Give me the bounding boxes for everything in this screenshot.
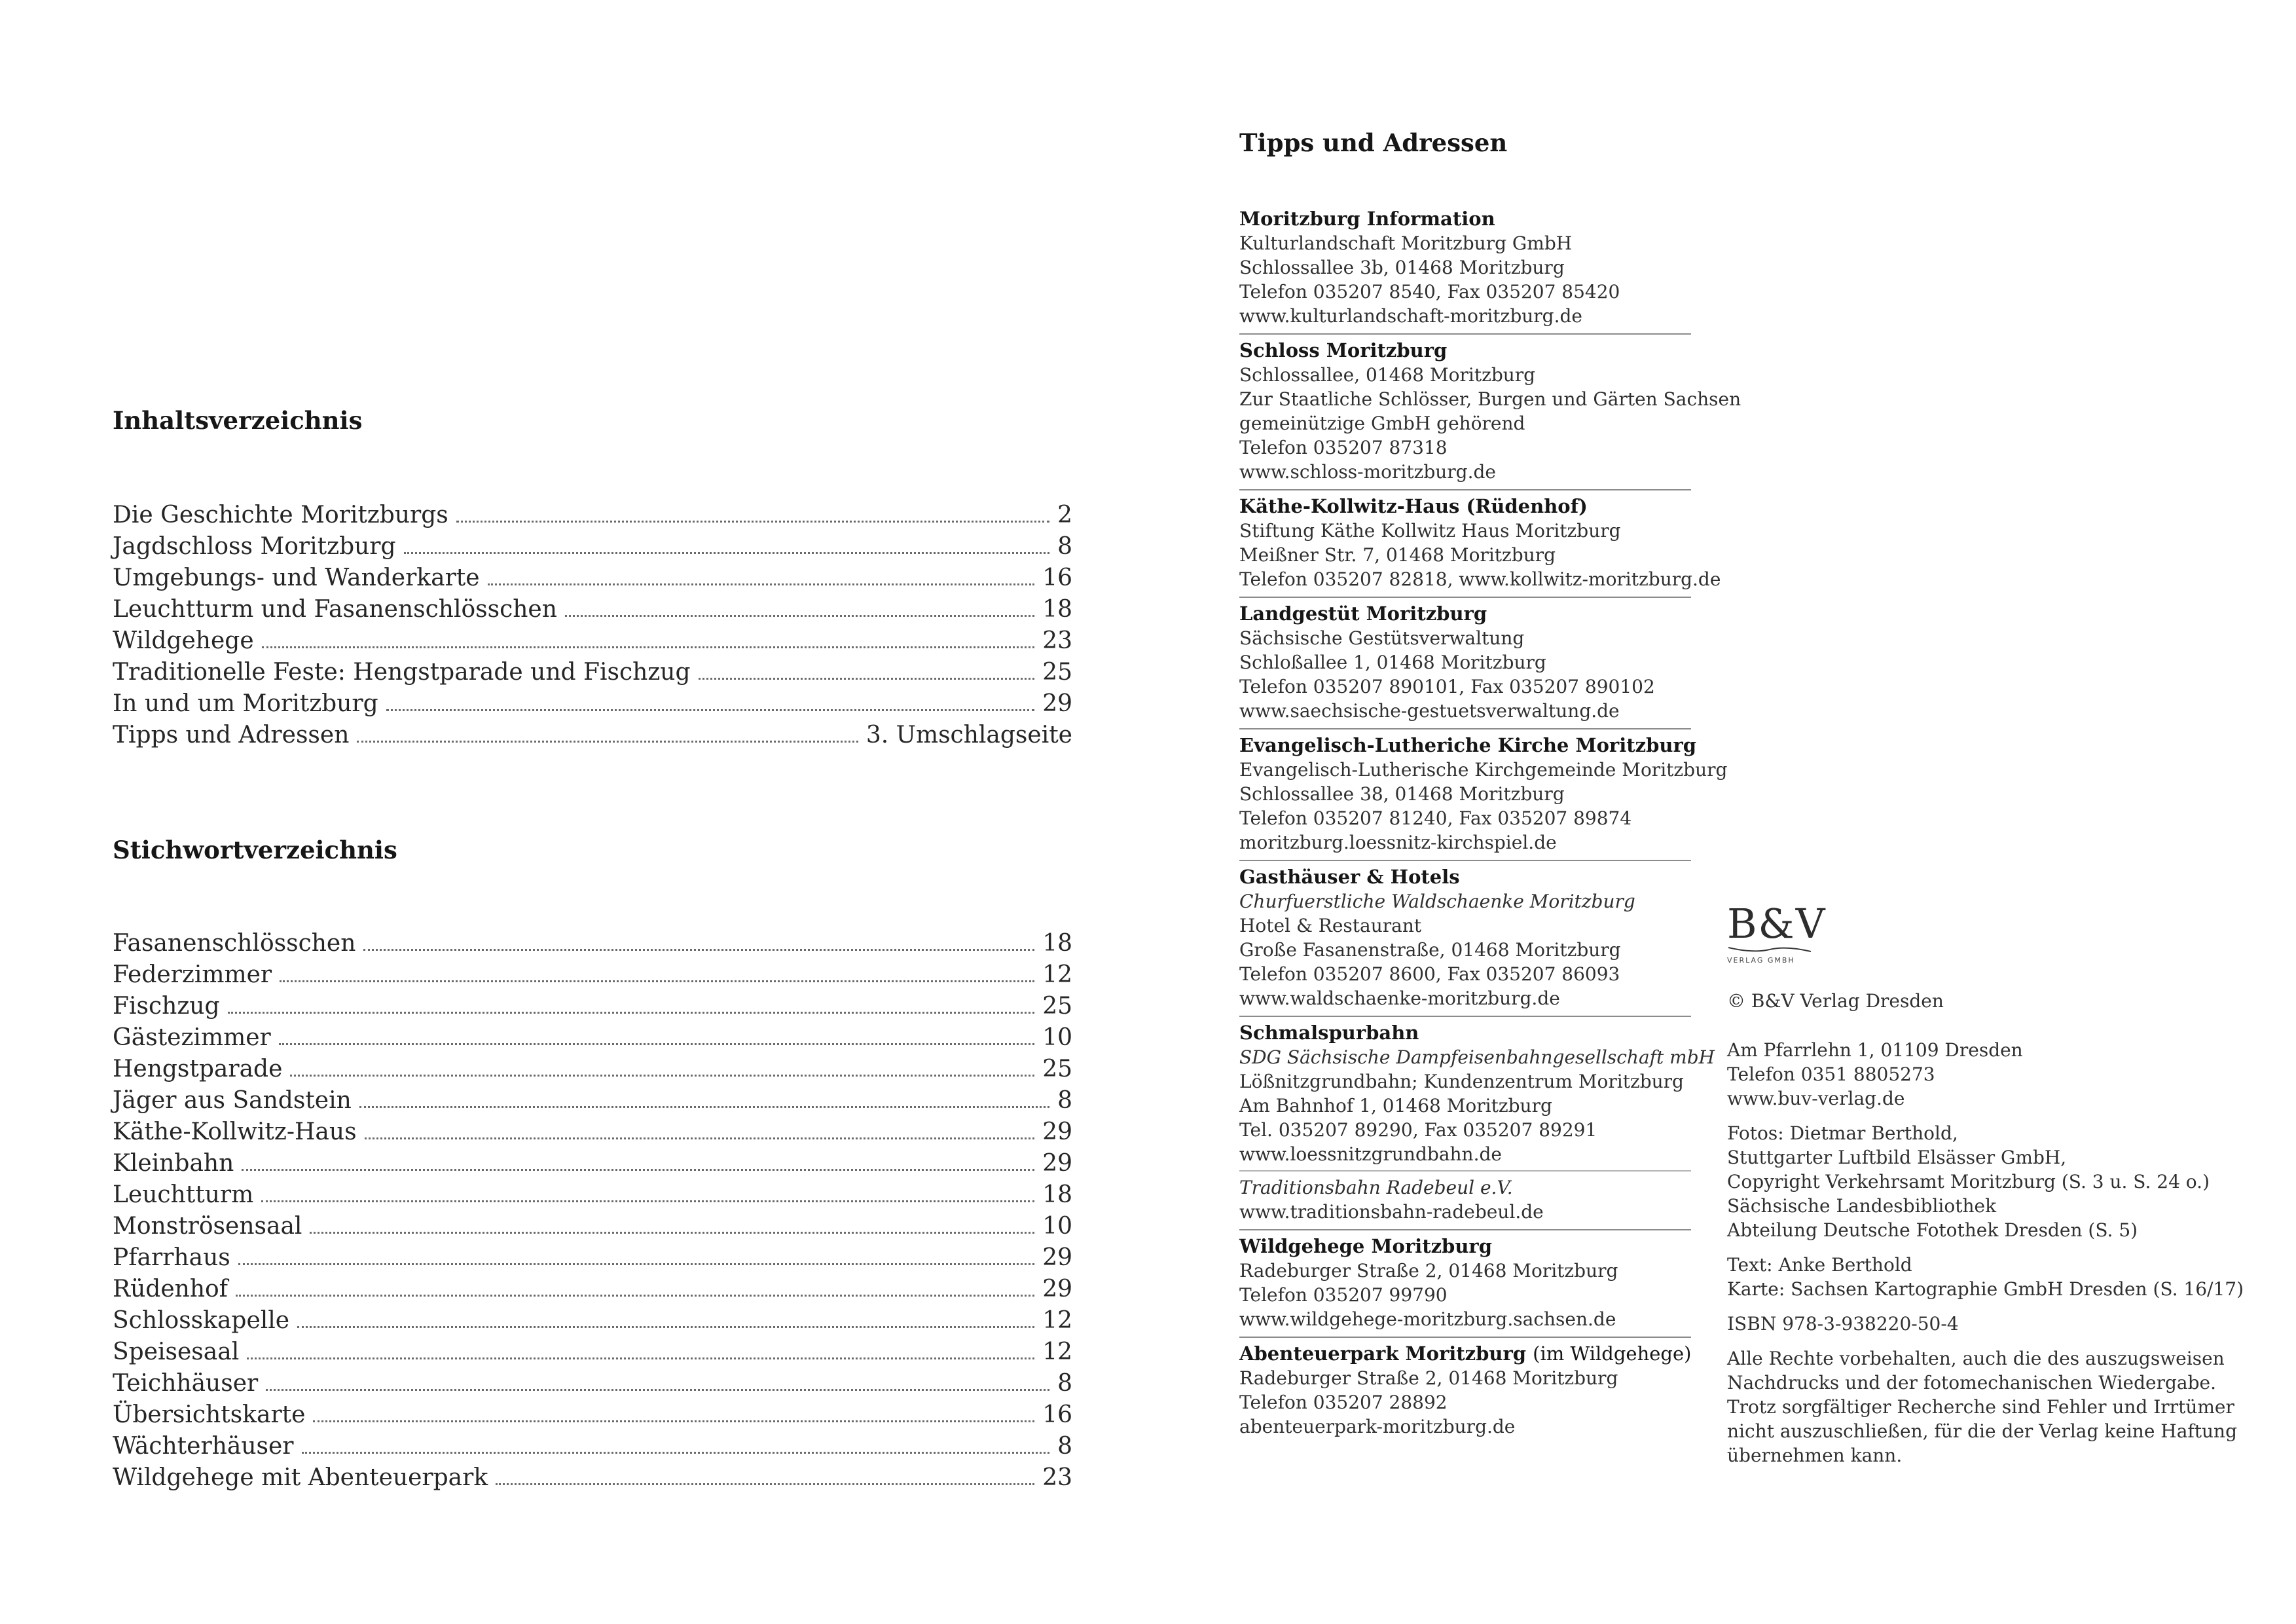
index-entry: [113, 1181, 1072, 1213]
index-entry-label: Teichhäuser: [113, 1370, 259, 1397]
dot-leader: [266, 1389, 1049, 1391]
index-entry: [113, 1433, 1072, 1464]
toc-entry: [113, 722, 1072, 753]
address-line: Telefon 035207 8540, Fax 035207 85420: [1239, 281, 1620, 303]
address-line: Hotel & Restaurant: [1239, 915, 1422, 936]
address-line: Evangelisch-Lutherische Kirchgemeinde Moritzburg: [1239, 759, 1728, 781]
address-block: [1239, 1338, 1691, 1444]
address-block: [1239, 861, 1691, 1017]
dot-leader: [359, 1106, 1049, 1108]
address-title: Moritzburg Information: [1239, 208, 1495, 230]
address-title: Käthe-Kollwitz-Haus (Rüdenhof): [1239, 495, 1588, 517]
index-entry-label: Käthe-Kollwitz-Haus: [113, 1118, 357, 1145]
toc-entry-label: Die Geschichte Moritzburgs: [113, 502, 448, 528]
toc-entry-label: Tipps und Adressen: [113, 722, 350, 748]
venue-name: Traditionsbahn Radebeul e.V.: [1239, 1177, 1513, 1198]
address-title-text: Abenteuerpark Moritzburg: [1239, 1342, 1527, 1365]
toc-heading: Inhaltsverzeichnis: [113, 406, 363, 435]
address-line: Schlossallee 38, 01468 Moritzburg: [1239, 783, 1565, 805]
website-link[interactable]: www.wildgehege-moritzburg.sachsen.de: [1239, 1308, 1616, 1330]
dot-leader: [262, 646, 1035, 648]
index-entry: [113, 1401, 1072, 1433]
toc-entry-label: Leuchtturm und Fasanenschlösschen: [113, 596, 557, 623]
address-line: Schlossallee 3b, 01468 Moritzburg: [1239, 257, 1565, 278]
index-entry: [113, 1276, 1072, 1307]
dot-leader: [496, 1483, 1034, 1485]
index-entry-label: Federzimmer: [113, 961, 272, 988]
index-entry-label: Gästezimmer: [113, 1024, 271, 1051]
address-block: [1239, 335, 1741, 490]
address-line: Große Fasanenstraße, 01468 Moritzburg: [1239, 939, 1621, 961]
dot-leader: [699, 678, 1035, 680]
address-line: Tel. 035207 89290, Fax 035207 89291: [1239, 1119, 1597, 1141]
address-line: Telefon 035207 87318: [1239, 437, 1448, 458]
index-entry-label: Kleinbahn: [113, 1150, 234, 1177]
toc-entry: [113, 564, 1072, 596]
index-entry-page: 8: [1057, 1370, 1072, 1397]
address-line: Telefon 035207 8600, Fax 035207 86093: [1239, 963, 1620, 985]
index-entry: [113, 930, 1072, 961]
index-entry: [113, 1338, 1072, 1370]
text-credit-line: Karte: Sachsen Kartographie GmbH Dresden (S. 16/17): [1727, 1278, 2244, 1300]
index-list: [113, 930, 1072, 1496]
index-entry-page: 16: [1042, 1401, 1072, 1428]
photo-credit-line: Abteilung Deutsche Fotothek Dresden (S. 5): [1727, 1219, 2138, 1241]
publisher-website-link[interactable]: www.buv-verlag.de: [1727, 1088, 1905, 1109]
toc-entry-page: 16: [1042, 564, 1072, 591]
address-line: Schlossallee, 01468 Moritzburg: [1239, 364, 1536, 386]
address-line: Telefon 035207 28892: [1239, 1392, 1448, 1413]
address-line: Schloßallee 1, 01468 Moritzburg: [1239, 652, 1546, 673]
website-link[interactable]: www.kulturlandschaft-moritzburg.de: [1239, 305, 1582, 327]
address-title: [1239, 1342, 1691, 1366]
index-entry-label: Rüdenhof: [113, 1276, 228, 1302]
index-entry: [113, 1464, 1072, 1496]
dot-leader: [247, 1357, 1034, 1359]
venue-name: Churfuerstliche Waldschaenke Moritzburg: [1239, 891, 1635, 912]
index-entry-page: 25: [1042, 1056, 1072, 1082]
copyright-notice: © B&V Verlag Dresden: [1727, 990, 1944, 1012]
address-line: Radeburger Straße 2, 01468 Moritzburg: [1239, 1367, 1618, 1389]
index-entry: [113, 993, 1072, 1024]
address-line: Am Bahnhof 1, 01468 Moritzburg: [1239, 1095, 1552, 1116]
index-entry-page: 29: [1042, 1150, 1072, 1177]
website-link[interactable]: moritzburg.loessnitz-kirchspiel.de: [1239, 832, 1557, 853]
toc-entry-page: 23: [1042, 627, 1072, 654]
address-block: [1239, 203, 1691, 335]
address-line: Radeburger Straße 2, 01468 Moritzburg: [1239, 1260, 1618, 1282]
address-line: Lößnitzgrundbahn; Kundenzentrum Moritzburg: [1239, 1071, 1684, 1092]
address-title: Schmalspurbahn: [1239, 1022, 1419, 1044]
index-entry-label: Wächterhäuser: [113, 1433, 294, 1460]
website-link[interactable]: www.waldschaenke-moritzburg.de: [1239, 987, 1560, 1009]
address-block: [1239, 1017, 1715, 1230]
addresses-heading: Tipps und Adressen: [1239, 128, 1508, 157]
dot-leader: [297, 1326, 1034, 1328]
photo-credit-line: Fotos: Dietmar Berthold,: [1727, 1122, 1958, 1144]
address-line: gemeinützige GmbH gehörend: [1239, 413, 1525, 434]
dot-leader: [279, 1043, 1034, 1045]
address-line: Telefon 035207 81240, Fax 035207 89874: [1239, 807, 1632, 829]
index-entry: [113, 1213, 1072, 1244]
website-link[interactable]: www.saechsische-gestuetsverwaltung.de: [1239, 700, 1620, 722]
index-entry-page: 10: [1042, 1213, 1072, 1240]
index-entry-page: 8: [1057, 1087, 1072, 1114]
index-entry-page: 25: [1042, 993, 1072, 1020]
toc-entry-page: 25: [1042, 659, 1072, 686]
dot-leader: [363, 949, 1034, 951]
photo-credit-line: Copyright Verkehrsamt Moritzburg (S. 3 u. S. 24 o.): [1727, 1171, 2210, 1192]
index-entry-label: Wildgehege mit Abenteuerpark: [113, 1464, 488, 1491]
address-block: [1239, 490, 1721, 598]
dot-leader: [488, 583, 1035, 585]
dot-leader: [236, 1295, 1034, 1297]
address-title: Schloss Moritzburg: [1239, 339, 1448, 361]
index-entry: [113, 1024, 1072, 1056]
rights-notice-line: Alle Rechte vorbehalten, auch die des auszugsweisen: [1727, 1348, 2225, 1369]
index-entry-page: 12: [1042, 961, 1072, 988]
toc-entry: [113, 533, 1072, 564]
toc-entry-page: 29: [1042, 690, 1072, 717]
address-title-suffix: (im Wildgehege): [1533, 1342, 1692, 1365]
dot-leader: [313, 1420, 1034, 1422]
address-title: Landgestüt Moritzburg: [1239, 602, 1487, 625]
index-entry-label: Hengstparade: [113, 1056, 283, 1082]
index-entry-page: 12: [1042, 1338, 1072, 1365]
index-entry-page: 29: [1042, 1118, 1072, 1145]
text-credit-line: Text: Anke Berthold: [1727, 1254, 1912, 1276]
dot-leader: [242, 1169, 1034, 1171]
dot-leader: [357, 741, 858, 743]
toc-entry-page: 8: [1057, 533, 1072, 560]
address-title: Gasthäuser & Hotels: [1239, 866, 1460, 888]
index-entry: [113, 1150, 1072, 1181]
toc-entry-label: Traditionelle Feste: Hengstparade und Fischzug: [113, 659, 691, 686]
index-entry-label: Leuchtturm: [113, 1181, 254, 1208]
address-line: Kulturlandschaft Moritzburg GmbH: [1239, 232, 1573, 254]
address-block: [1239, 729, 1728, 861]
toc-entry: [113, 659, 1072, 690]
address-line: Zur Staatliche Schlösser, Burgen und Gärten Sachsen: [1239, 388, 1741, 410]
dot-leader: [310, 1232, 1034, 1234]
dot-leader: [404, 552, 1050, 554]
index-entry-page: 23: [1042, 1464, 1072, 1491]
toc-entry-page: 3. Umschlagseite: [866, 722, 1072, 748]
index-entry-label: Fasanenschlösschen: [113, 930, 356, 957]
rights-notice-line: Trotz sorgfältiger Recherche sind Fehler und Irrtümer: [1727, 1396, 2234, 1418]
dot-leader: [456, 521, 1049, 523]
index-entry-page: 18: [1042, 930, 1072, 957]
index-entry: [113, 1370, 1072, 1401]
index-entry-page: 10: [1042, 1024, 1072, 1051]
index-heading: Stichwortverzeichnis: [113, 836, 397, 864]
website-link[interactable]: www.schloss-moritzburg.de: [1239, 461, 1496, 483]
toc-entry-page: 2: [1057, 502, 1072, 528]
index-entry-label: Schlosskapelle: [113, 1307, 290, 1334]
dot-leader: [228, 1012, 1035, 1014]
index-entry-label: Jäger aus Sandstein: [113, 1087, 352, 1114]
rights-notice-line: übernehmen kann.: [1727, 1445, 1903, 1466]
venue-name: SDG Sächsische Dampfeisenbahngesellschaft mbH: [1239, 1046, 1715, 1068]
index-entry-page: 29: [1042, 1244, 1072, 1271]
address-line: Telefon 035207 99790: [1239, 1284, 1448, 1306]
index-entry: [113, 1056, 1072, 1087]
address-line: Telefon 035207 82818, www.kollwitz-moritzburg.de: [1239, 568, 1721, 590]
address-list: [1239, 203, 1741, 1444]
index-entry-label: Übersichtskarte: [113, 1401, 306, 1428]
address-line: Meißner Str. 7, 01468 Moritzburg: [1239, 544, 1556, 566]
photo-credit-line: Sächsische Landesbibliothek: [1727, 1195, 1997, 1217]
toc-entry: [113, 690, 1072, 722]
toc-entry-page: 18: [1042, 596, 1072, 623]
address-subgroup: [1239, 1170, 1691, 1224]
isbn: ISBN 978-3-938220-50-4: [1727, 1313, 1959, 1335]
toc-entry-label: Wildgehege: [113, 627, 254, 654]
dot-leader: [386, 709, 1035, 711]
rights-notice-line: Nachdrucks und der fotomechanischen Wiedergabe.: [1727, 1372, 2216, 1393]
index-entry: [113, 961, 1072, 993]
logo-tagline: VERLAG GMBH: [1727, 956, 1795, 965]
dot-leader: [280, 980, 1034, 982]
address-line: Telefon 035207 890101, Fax 035207 890102: [1239, 676, 1655, 697]
toc-entry-label: Jagdschloss Moritzburg: [113, 533, 396, 560]
address-line: Sächsische Gestütsverwaltung: [1239, 627, 1525, 649]
address-title: Wildgehege Moritzburg: [1239, 1235, 1492, 1257]
toc-entry-label: Umgebungs- und Wanderkarte: [113, 564, 480, 591]
toc-list: [113, 502, 1072, 753]
index-entry-page: 12: [1042, 1307, 1072, 1334]
index-entry-page: 18: [1042, 1181, 1072, 1208]
toc-entry: [113, 502, 1072, 533]
address-block: [1239, 1230, 1691, 1338]
toc-entry: [113, 627, 1072, 659]
publisher-address-line: Telefon 0351 8805273: [1727, 1063, 1935, 1085]
publisher-address-line: Am Pfarrlehn 1, 01109 Dresden: [1727, 1039, 2023, 1061]
index-entry: [113, 1307, 1072, 1338]
dot-leader: [238, 1263, 1034, 1265]
index-entry: [113, 1087, 1072, 1118]
index-entry: [113, 1244, 1072, 1276]
photo-credit-line: Stuttgarter Luftbild Elsässer GmbH,: [1727, 1147, 2067, 1168]
index-entry-label: Monströsensaal: [113, 1213, 302, 1240]
website-link[interactable]: www.traditionsbahn-radebeul.de: [1239, 1201, 1544, 1223]
address-block: [1239, 598, 1691, 729]
toc-entry-label: In und um Moritzburg: [113, 690, 378, 717]
address-line: Stiftung Käthe Kollwitz Haus Moritzburg: [1239, 520, 1621, 542]
toc-entry: [113, 596, 1072, 627]
publisher-logo: [1727, 900, 1827, 969]
imprint: [1727, 989, 2244, 1467]
index-entry-page: 29: [1042, 1276, 1072, 1302]
address-title: Evangelisch-Lutheriche Kirche Moritzburg: [1239, 734, 1696, 756]
index-entry-page: 8: [1057, 1433, 1072, 1460]
index-entry-label: Pfarrhaus: [113, 1244, 230, 1271]
logo-mark: B&V: [1727, 900, 1827, 948]
website-link[interactable]: abenteuerpark-moritzburg.de: [1239, 1416, 1516, 1437]
dot-leader: [365, 1137, 1035, 1139]
dot-leader: [290, 1075, 1034, 1077]
rights-notice-line: nicht auszuschließen, für die der Verlag keine Haftung: [1727, 1420, 2238, 1442]
dot-leader: [565, 615, 1034, 617]
dot-leader: [302, 1452, 1050, 1454]
index-entry-label: Fischzug: [113, 993, 220, 1020]
dot-leader: [261, 1200, 1034, 1202]
index-entry-label: Speisesaal: [113, 1338, 240, 1365]
website-link[interactable]: www.loessnitzgrundbahn.de: [1239, 1143, 1502, 1165]
index-entry: [113, 1118, 1072, 1150]
